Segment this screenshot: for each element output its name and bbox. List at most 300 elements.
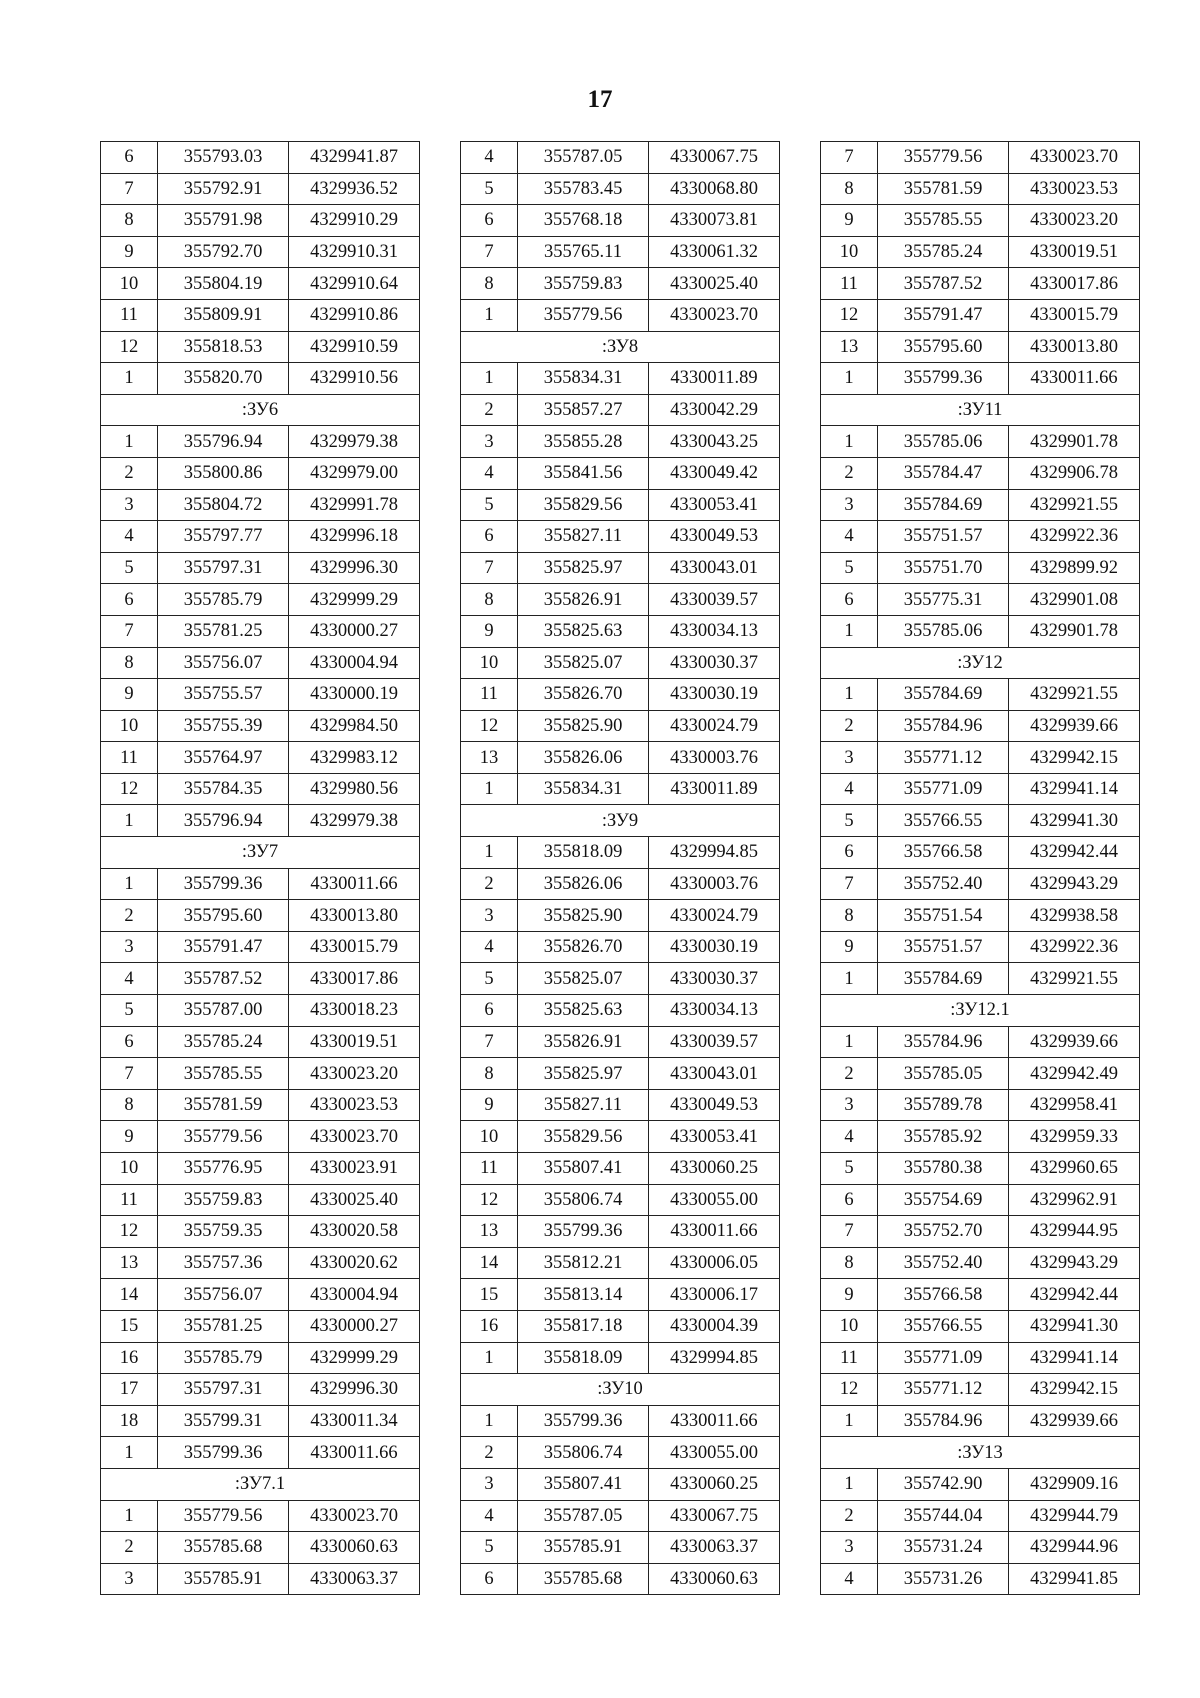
table-row — [101, 1279, 420, 1311]
y-coordinate-cell: 4329941.85 — [1009, 1563, 1140, 1595]
y-coordinate-cell: 4330060.25 — [649, 1153, 780, 1185]
y-coordinate-cell: 4330053.41 — [649, 489, 780, 521]
x-coordinate-cell: 355779.56 — [158, 1500, 289, 1532]
table-row — [461, 1310, 780, 1342]
point-number-cell: 3 — [461, 900, 518, 932]
x-coordinate-cell: 355779.56 — [878, 142, 1009, 174]
point-number-cell: 2 — [461, 394, 518, 426]
y-coordinate-cell: 4329980.56 — [289, 773, 420, 805]
y-coordinate-cell: 4329943.29 — [1009, 1247, 1140, 1279]
y-coordinate-cell: 4330055.00 — [649, 1184, 780, 1216]
coordinates-table-middle — [460, 141, 780, 1595]
table-row — [461, 1247, 780, 1279]
table-row — [101, 1184, 420, 1216]
y-coordinate-cell: 4330023.20 — [289, 1058, 420, 1090]
point-number-cell: 6 — [461, 205, 518, 237]
point-number-cell: 3 — [821, 489, 878, 521]
point-number-cell: 12 — [101, 331, 158, 363]
x-coordinate-cell: 355779.56 — [158, 1121, 289, 1153]
point-number-cell: 1 — [821, 363, 878, 395]
point-number-cell: 4 — [821, 521, 878, 553]
x-coordinate-cell: 355793.03 — [158, 142, 289, 174]
point-number-cell: 2 — [461, 868, 518, 900]
point-number-cell: 1 — [821, 1026, 878, 1058]
point-number-cell: 1 — [101, 1500, 158, 1532]
x-coordinate-cell: 355785.24 — [878, 236, 1009, 268]
x-coordinate-cell: 355796.94 — [158, 426, 289, 458]
point-number-cell: 10 — [461, 647, 518, 679]
x-coordinate-cell: 355792.70 — [158, 236, 289, 268]
point-number-cell: 16 — [461, 1310, 518, 1342]
point-number-cell: 7 — [461, 552, 518, 584]
y-coordinate-cell: 4330015.79 — [1009, 299, 1140, 331]
point-number-cell: 8 — [101, 205, 158, 237]
table-row — [821, 900, 1140, 932]
x-coordinate-cell: 355775.31 — [878, 584, 1009, 616]
x-coordinate-cell: 355826.70 — [518, 931, 649, 963]
table-row — [821, 1089, 1140, 1121]
point-number-cell: 11 — [461, 679, 518, 711]
point-number-cell: 1 — [461, 363, 518, 395]
table-row — [101, 299, 420, 331]
y-coordinate-cell: 4329939.66 — [1009, 710, 1140, 742]
y-coordinate-cell: 4330015.79 — [289, 931, 420, 963]
point-number-cell: 2 — [821, 1500, 878, 1532]
point-number-cell: 2 — [101, 1532, 158, 1564]
point-number-cell: 3 — [821, 1532, 878, 1564]
x-coordinate-cell: 355825.63 — [518, 995, 649, 1027]
x-coordinate-cell: 355795.60 — [878, 331, 1009, 363]
x-coordinate-cell: 355752.40 — [878, 868, 1009, 900]
table-row — [101, 773, 420, 805]
y-coordinate-cell: 4330024.79 — [649, 710, 780, 742]
x-coordinate-cell: 355784.69 — [878, 679, 1009, 711]
table-row — [821, 931, 1140, 963]
point-number-cell: 1 — [101, 805, 158, 837]
table-row — [101, 1437, 420, 1469]
table-row — [461, 1405, 780, 1437]
table-row — [821, 268, 1140, 300]
y-coordinate-cell: 4329983.12 — [289, 742, 420, 774]
y-coordinate-cell: 4329942.15 — [1009, 742, 1140, 774]
y-coordinate-cell: 4329994.85 — [649, 1342, 780, 1374]
table-row — [101, 173, 420, 205]
point-number-cell: 11 — [461, 1153, 518, 1185]
point-number-cell: 6 — [821, 837, 878, 869]
point-number-cell: 12 — [101, 773, 158, 805]
y-coordinate-cell: 4330053.41 — [649, 1121, 780, 1153]
x-coordinate-cell: 355744.04 — [878, 1500, 1009, 1532]
y-coordinate-cell: 4329942.44 — [1009, 837, 1140, 869]
x-coordinate-cell: 355817.18 — [518, 1310, 649, 1342]
table-row — [821, 742, 1140, 774]
table-row — [461, 205, 780, 237]
y-coordinate-cell: 4329901.78 — [1009, 615, 1140, 647]
y-coordinate-cell: 4329944.95 — [1009, 1216, 1140, 1248]
y-coordinate-cell: 4330000.27 — [289, 615, 420, 647]
y-coordinate-cell: 4330006.05 — [649, 1247, 780, 1279]
table-row — [101, 1405, 420, 1437]
table-row — [461, 1058, 780, 1090]
point-number-cell: 9 — [461, 615, 518, 647]
point-number-cell: 12 — [821, 1374, 878, 1406]
point-number-cell: 13 — [101, 1247, 158, 1279]
x-coordinate-cell: 355766.55 — [878, 1310, 1009, 1342]
y-coordinate-cell: 4329994.85 — [649, 837, 780, 869]
y-coordinate-cell: 4330023.70 — [289, 1500, 420, 1532]
x-coordinate-cell: 355755.57 — [158, 679, 289, 711]
x-coordinate-cell: 355826.06 — [518, 742, 649, 774]
x-coordinate-cell: 355812.21 — [518, 1247, 649, 1279]
point-number-cell: 5 — [461, 963, 518, 995]
table-row — [461, 1468, 780, 1500]
table-row — [101, 742, 420, 774]
table-row — [461, 1437, 780, 1469]
section-header-row — [461, 331, 780, 363]
table-row — [101, 205, 420, 237]
table-row — [821, 363, 1140, 395]
x-coordinate-cell: 355784.69 — [878, 963, 1009, 995]
y-coordinate-cell: 4330020.62 — [289, 1247, 420, 1279]
x-coordinate-cell: 355795.60 — [158, 900, 289, 932]
y-coordinate-cell: 4329901.78 — [1009, 426, 1140, 458]
y-coordinate-cell: 4329910.31 — [289, 236, 420, 268]
x-coordinate-cell: 355785.79 — [158, 1342, 289, 1374]
table-row — [821, 426, 1140, 458]
point-number-cell: 2 — [821, 1058, 878, 1090]
table-row — [101, 1026, 420, 1058]
point-number-cell: 2 — [821, 457, 878, 489]
page-number: 17 — [587, 86, 613, 113]
x-coordinate-cell: 355804.19 — [158, 268, 289, 300]
table-row — [821, 584, 1140, 616]
point-number-cell: 3 — [461, 426, 518, 458]
x-coordinate-cell: 355751.57 — [878, 521, 1009, 553]
y-coordinate-cell: 4329922.36 — [1009, 931, 1140, 963]
x-coordinate-cell: 355806.74 — [518, 1437, 649, 1469]
point-number-cell: 8 — [461, 1058, 518, 1090]
point-number-cell: 6 — [461, 995, 518, 1027]
table-row — [101, 457, 420, 489]
table-row — [461, 837, 780, 869]
table-row — [461, 521, 780, 553]
y-coordinate-cell: 4329996.30 — [289, 1374, 420, 1406]
point-number-cell: 7 — [821, 1216, 878, 1248]
x-coordinate-cell: 355797.31 — [158, 1374, 289, 1406]
y-coordinate-cell: 4330020.58 — [289, 1216, 420, 1248]
table-row — [101, 679, 420, 711]
x-coordinate-cell: 355757.36 — [158, 1247, 289, 1279]
y-coordinate-cell: 4329991.78 — [289, 489, 420, 521]
point-number-cell: 7 — [101, 615, 158, 647]
point-number-cell: 1 — [461, 773, 518, 805]
y-coordinate-cell: 4330063.37 — [649, 1532, 780, 1564]
table-row — [101, 1563, 420, 1595]
table-row — [461, 457, 780, 489]
point-number-cell: 4 — [821, 1121, 878, 1153]
y-coordinate-cell: 4330034.13 — [649, 995, 780, 1027]
point-number-cell: 4 — [461, 142, 518, 174]
point-number-cell: 12 — [821, 299, 878, 331]
x-coordinate-cell: 355779.56 — [518, 299, 649, 331]
table-row — [821, 1374, 1140, 1406]
table-row — [101, 963, 420, 995]
point-number-cell: 15 — [461, 1279, 518, 1311]
y-coordinate-cell: 4330000.19 — [289, 679, 420, 711]
table-row — [101, 552, 420, 584]
table-row — [101, 426, 420, 458]
table-row — [101, 236, 420, 268]
section-header-row — [101, 1468, 420, 1500]
point-number-cell: 9 — [101, 679, 158, 711]
y-coordinate-cell: 4330011.66 — [289, 868, 420, 900]
point-number-cell: 12 — [101, 1216, 158, 1248]
table-row — [461, 552, 780, 584]
y-coordinate-cell: 4330030.37 — [649, 647, 780, 679]
point-number-cell: 10 — [101, 710, 158, 742]
y-coordinate-cell: 4329922.36 — [1009, 521, 1140, 553]
x-coordinate-cell: 355827.11 — [518, 1089, 649, 1121]
x-coordinate-cell: 355787.52 — [158, 963, 289, 995]
table-row — [821, 837, 1140, 869]
point-number-cell: 10 — [821, 1310, 878, 1342]
table-row — [461, 1153, 780, 1185]
point-number-cell: 7 — [101, 1058, 158, 1090]
y-coordinate-cell: 4329962.91 — [1009, 1184, 1140, 1216]
point-number-cell: 1 — [461, 837, 518, 869]
point-number-cell: 3 — [101, 1563, 158, 1595]
x-coordinate-cell: 355781.25 — [158, 1310, 289, 1342]
x-coordinate-cell: 355759.83 — [158, 1184, 289, 1216]
table-row — [461, 773, 780, 805]
y-coordinate-cell: 4330023.53 — [1009, 173, 1140, 205]
x-coordinate-cell: 355826.06 — [518, 868, 649, 900]
point-number-cell: 6 — [101, 1026, 158, 1058]
y-coordinate-cell: 4329942.44 — [1009, 1279, 1140, 1311]
point-number-cell: 7 — [461, 1026, 518, 1058]
x-coordinate-cell: 355785.68 — [518, 1563, 649, 1595]
table-row — [821, 1468, 1140, 1500]
point-number-cell: 6 — [821, 1184, 878, 1216]
table-row — [821, 331, 1140, 363]
table-row — [461, 679, 780, 711]
x-coordinate-cell: 355756.07 — [158, 647, 289, 679]
y-coordinate-cell: 4329901.08 — [1009, 584, 1140, 616]
x-coordinate-cell: 355785.55 — [158, 1058, 289, 1090]
point-number-cell: 8 — [821, 173, 878, 205]
table-row — [461, 1216, 780, 1248]
y-coordinate-cell: 4330049.42 — [649, 457, 780, 489]
y-coordinate-cell: 4330023.70 — [649, 299, 780, 331]
point-number-cell: 8 — [101, 647, 158, 679]
x-coordinate-cell: 355857.27 — [518, 394, 649, 426]
x-coordinate-cell: 355751.57 — [878, 931, 1009, 963]
table-row — [821, 552, 1140, 584]
x-coordinate-cell: 355784.69 — [878, 489, 1009, 521]
point-number-cell: 4 — [101, 521, 158, 553]
point-number-cell: 11 — [101, 299, 158, 331]
table-row — [101, 1310, 420, 1342]
y-coordinate-cell: 4330060.25 — [649, 1468, 780, 1500]
table-row — [461, 1532, 780, 1564]
table-row — [461, 710, 780, 742]
table-row — [461, 647, 780, 679]
y-coordinate-cell: 4329910.56 — [289, 363, 420, 395]
section-label: :ЗУ7 — [101, 837, 420, 869]
table-row — [101, 615, 420, 647]
table-row — [461, 173, 780, 205]
point-number-cell: 8 — [461, 584, 518, 616]
table-row — [461, 489, 780, 521]
table-row — [821, 1247, 1140, 1279]
y-coordinate-cell: 4329941.87 — [289, 142, 420, 174]
y-coordinate-cell: 4330067.75 — [649, 1500, 780, 1532]
x-coordinate-cell: 355807.41 — [518, 1468, 649, 1500]
table-row — [101, 1121, 420, 1153]
x-coordinate-cell: 355818.53 — [158, 331, 289, 363]
point-number-cell: 5 — [821, 552, 878, 584]
table-row — [461, 236, 780, 268]
y-coordinate-cell: 4330067.75 — [649, 142, 780, 174]
x-coordinate-cell: 355752.40 — [878, 1247, 1009, 1279]
point-number-cell: 2 — [821, 710, 878, 742]
section-label: :ЗУ12 — [821, 647, 1140, 679]
point-number-cell: 10 — [821, 236, 878, 268]
x-coordinate-cell: 355797.31 — [158, 552, 289, 584]
x-coordinate-cell: 355829.56 — [518, 1121, 649, 1153]
x-coordinate-cell: 355841.56 — [518, 457, 649, 489]
table-row — [101, 268, 420, 300]
y-coordinate-cell: 4329910.64 — [289, 268, 420, 300]
point-number-cell: 8 — [821, 900, 878, 932]
point-number-cell: 1 — [101, 363, 158, 395]
table-row — [101, 1058, 420, 1090]
x-coordinate-cell: 355785.91 — [518, 1532, 649, 1564]
table-row — [101, 931, 420, 963]
point-number-cell: 4 — [461, 1500, 518, 1532]
table-row — [821, 1405, 1140, 1437]
y-coordinate-cell: 4330023.91 — [289, 1153, 420, 1185]
x-coordinate-cell: 355825.90 — [518, 710, 649, 742]
y-coordinate-cell: 4329942.49 — [1009, 1058, 1140, 1090]
point-number-cell: 5 — [821, 1153, 878, 1185]
table-row — [101, 868, 420, 900]
table-row — [461, 963, 780, 995]
table-row — [101, 584, 420, 616]
y-coordinate-cell: 4330061.32 — [649, 236, 780, 268]
point-number-cell: 1 — [821, 679, 878, 711]
y-coordinate-cell: 4330003.76 — [649, 868, 780, 900]
table-row — [821, 299, 1140, 331]
x-coordinate-cell: 355799.36 — [158, 868, 289, 900]
point-number-cell: 11 — [101, 742, 158, 774]
table-row — [461, 1026, 780, 1058]
point-number-cell: 9 — [821, 1279, 878, 1311]
y-coordinate-cell: 4329921.55 — [1009, 489, 1140, 521]
x-coordinate-cell: 355776.95 — [158, 1153, 289, 1185]
section-label: :ЗУ6 — [101, 394, 420, 426]
table-row — [821, 1532, 1140, 1564]
x-coordinate-cell: 355781.59 — [158, 1089, 289, 1121]
y-coordinate-cell: 4330013.80 — [289, 900, 420, 932]
point-number-cell: 7 — [461, 236, 518, 268]
table-row — [101, 521, 420, 553]
y-coordinate-cell: 4329939.66 — [1009, 1026, 1140, 1058]
table-row — [101, 1374, 420, 1406]
table-row — [461, 1121, 780, 1153]
y-coordinate-cell: 4329899.92 — [1009, 552, 1140, 584]
point-number-cell: 8 — [461, 268, 518, 300]
table-row — [461, 742, 780, 774]
point-number-cell: 8 — [821, 1247, 878, 1279]
y-coordinate-cell: 4330018.23 — [289, 995, 420, 1027]
x-coordinate-cell: 355826.70 — [518, 679, 649, 711]
y-coordinate-cell: 4329960.65 — [1009, 1153, 1140, 1185]
y-coordinate-cell: 4330068.80 — [649, 173, 780, 205]
y-coordinate-cell: 4330025.40 — [289, 1184, 420, 1216]
x-coordinate-cell: 355825.97 — [518, 552, 649, 584]
point-number-cell: 5 — [461, 173, 518, 205]
section-label: :ЗУ10 — [461, 1374, 780, 1406]
x-coordinate-cell: 355834.31 — [518, 773, 649, 805]
x-coordinate-cell: 355787.05 — [518, 142, 649, 174]
table-row — [821, 1026, 1140, 1058]
x-coordinate-cell: 355783.45 — [518, 173, 649, 205]
table-row — [821, 868, 1140, 900]
table-row — [461, 1279, 780, 1311]
x-coordinate-cell: 355784.96 — [878, 710, 1009, 742]
y-coordinate-cell: 4329996.18 — [289, 521, 420, 553]
x-coordinate-cell: 355789.78 — [878, 1089, 1009, 1121]
x-coordinate-cell: 355809.91 — [158, 299, 289, 331]
y-coordinate-cell: 4330011.66 — [649, 1405, 780, 1437]
table-row — [461, 299, 780, 331]
y-coordinate-cell: 4329941.30 — [1009, 1310, 1140, 1342]
point-number-cell: 11 — [101, 1184, 158, 1216]
y-coordinate-cell: 4330011.34 — [289, 1405, 420, 1437]
point-number-cell: 4 — [461, 931, 518, 963]
point-number-cell: 1 — [461, 1342, 518, 1374]
table-row — [461, 142, 780, 174]
y-coordinate-cell: 4330049.53 — [649, 521, 780, 553]
y-coordinate-cell: 4329941.30 — [1009, 805, 1140, 837]
point-number-cell: 10 — [101, 1153, 158, 1185]
table-row — [461, 1184, 780, 1216]
point-number-cell: 5 — [101, 552, 158, 584]
y-coordinate-cell: 4329909.16 — [1009, 1468, 1140, 1500]
point-number-cell: 2 — [101, 457, 158, 489]
table-row — [461, 615, 780, 647]
x-coordinate-cell: 355754.69 — [878, 1184, 1009, 1216]
y-coordinate-cell: 4330043.25 — [649, 426, 780, 458]
x-coordinate-cell: 355813.14 — [518, 1279, 649, 1311]
point-number-cell: 5 — [461, 489, 518, 521]
table-row — [821, 1342, 1140, 1374]
y-coordinate-cell: 4329943.29 — [1009, 868, 1140, 900]
x-coordinate-cell: 355752.70 — [878, 1216, 1009, 1248]
point-number-cell: 13 — [461, 742, 518, 774]
x-coordinate-cell: 355820.70 — [158, 363, 289, 395]
x-coordinate-cell: 355784.35 — [158, 773, 289, 805]
table-row — [821, 1279, 1140, 1311]
point-number-cell: 3 — [461, 1468, 518, 1500]
x-coordinate-cell: 355797.77 — [158, 521, 289, 553]
x-coordinate-cell: 355751.54 — [878, 900, 1009, 932]
section-label: :ЗУ7.1 — [101, 1468, 420, 1500]
point-number-cell: 14 — [101, 1279, 158, 1311]
x-coordinate-cell: 355766.58 — [878, 837, 1009, 869]
x-coordinate-cell: 355785.92 — [878, 1121, 1009, 1153]
